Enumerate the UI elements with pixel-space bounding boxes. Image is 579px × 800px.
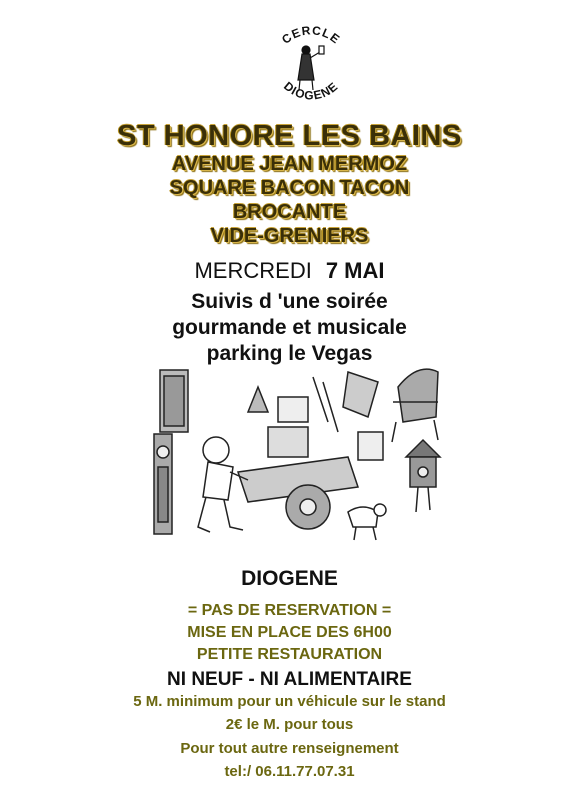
organizer-name: DIOGENE xyxy=(241,567,338,590)
cart-icon xyxy=(238,457,358,529)
info-setup-time: MISE EN PLACE DES 6H00 xyxy=(187,624,392,641)
info-vehicle-minimum: 5 M. minimum pour un véhicule sur le stand xyxy=(133,693,446,710)
svg-text:CERCLE xyxy=(279,23,343,47)
armchair-icon xyxy=(392,369,438,442)
info-no-reservation: = PAS DE RESERVATION = xyxy=(187,602,392,619)
evening-line-2: gourmande et musicale xyxy=(172,316,407,339)
cuckoo-clock-icon xyxy=(406,440,440,512)
address-line-avenue: AVENUE JEAN MERMOZ xyxy=(171,153,408,175)
svg-text:DIOGENE xyxy=(281,79,341,103)
event-day-month: 7 MAI xyxy=(325,258,385,283)
info-contact-label: Pour tout autre renseignement xyxy=(180,740,399,757)
evening-line-1: Suivis d 'une soirée xyxy=(191,290,388,313)
logo-bottom-text: DIOGENE xyxy=(281,78,341,103)
logo-top-text: CERCLE xyxy=(279,23,343,47)
junk-pile-icon xyxy=(248,372,383,460)
diogenes-figure-icon xyxy=(298,46,324,90)
cercle-diogene-logo xyxy=(266,20,356,112)
info-phone: tel:/ 06.11.77.07.31 xyxy=(224,763,355,780)
event-type-brocante: BROCANTE xyxy=(232,201,347,223)
event-type-vide-greniers: VIDE-GRENIERS xyxy=(210,225,369,247)
evening-line-3: parking le Vegas xyxy=(206,342,373,365)
town-title: ST HONORE LES BAINS xyxy=(117,120,462,152)
info-no-new-no-food: NI NEUF - NI ALIMENTAIRE xyxy=(167,669,412,690)
wardrobe-icon xyxy=(160,370,188,432)
info-catering: PETITE RESTAURATION xyxy=(196,646,383,663)
grandfather-clock-icon xyxy=(154,434,172,534)
person-pushing-cart-icon xyxy=(198,437,248,532)
brocante-illustration xyxy=(148,362,458,552)
event-date xyxy=(0,258,579,284)
address-line-square: SQUARE BACON TACON xyxy=(169,177,410,199)
dog-icon xyxy=(348,504,386,540)
info-price: 2€ le M. pour tous xyxy=(225,716,354,733)
event-weekday: MERCREDI xyxy=(194,258,312,283)
